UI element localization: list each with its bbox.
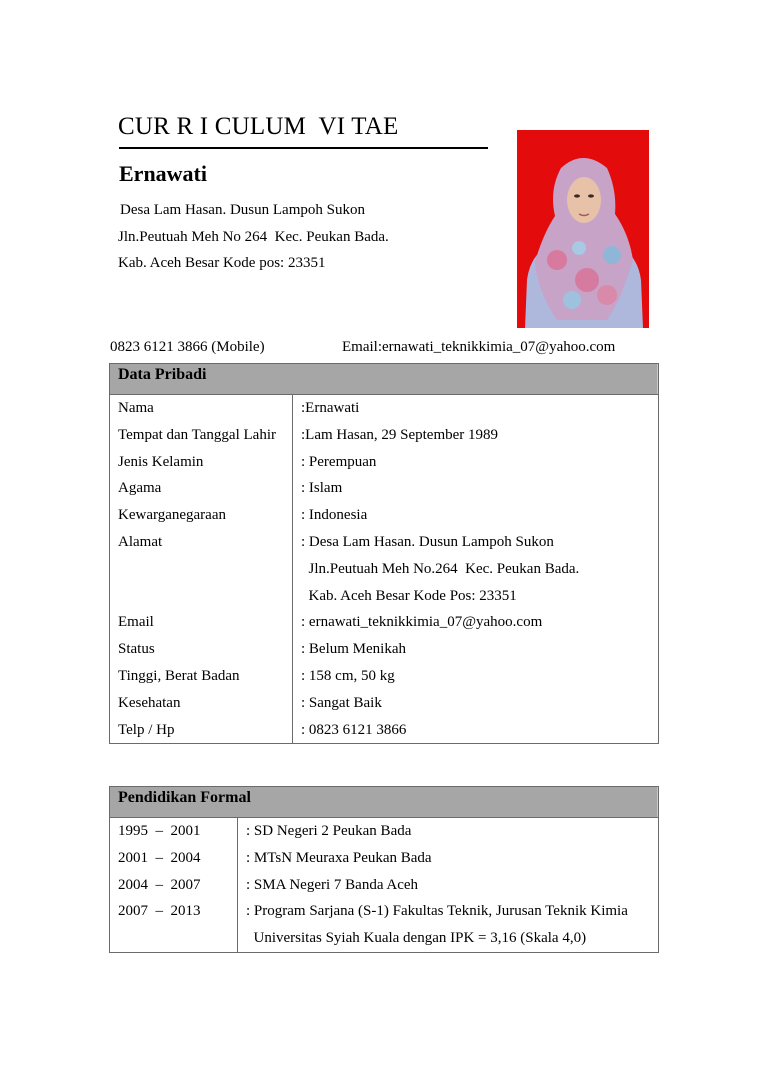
- row-value: : Indonesia: [293, 502, 659, 529]
- row-value: :Lam Hasan, 29 September 1989: [293, 422, 659, 449]
- row-label: [110, 583, 293, 610]
- row-value: : Islam: [293, 475, 659, 502]
- personal-data-heading: Data Pribadi: [110, 364, 659, 395]
- row-label: Jenis Kelamin: [110, 449, 293, 476]
- row-value: : ernawati_teknikkimia_07@yahoo.com: [293, 609, 659, 636]
- row-value: : Sangat Baik: [293, 690, 659, 717]
- row-value: : Belum Menikah: [293, 636, 659, 663]
- table-row: [110, 872, 659, 899]
- table-row: [110, 636, 659, 663]
- title-underline-divider: [119, 147, 488, 149]
- row-label: [110, 556, 293, 583]
- row-value: :Ernawati: [293, 395, 659, 422]
- address-line-2: Jln.Peutuah Meh No 264 Kec. Peukan Bada.: [118, 229, 389, 245]
- portrait-image-icon: [517, 130, 649, 328]
- row-value: : Desa Lam Hasan. Dusun Lampoh Sukon: [293, 529, 659, 556]
- contact-email: Email:ernawati_teknikkimia_07@yahoo.com: [342, 339, 616, 355]
- contact-phone: 0823 6121 3866 (Mobile): [110, 339, 265, 355]
- table-row: [110, 529, 659, 556]
- row-value: : 158 cm, 50 kg: [293, 663, 659, 690]
- formal-education-heading: Pendidikan Formal: [110, 787, 659, 818]
- table-row: [110, 583, 659, 610]
- document-title: CUR R I CULUM VI TAE: [118, 113, 399, 140]
- row-value: : 0823 6121 3866: [293, 717, 659, 744]
- table-row: [110, 818, 659, 845]
- row-label: Tinggi, Berat Badan: [110, 663, 293, 690]
- row-label: Kesehatan: [110, 690, 293, 717]
- table-row: [110, 449, 659, 476]
- table-row: [110, 502, 659, 529]
- portrait-photo: [517, 130, 649, 328]
- education-period: 2007 – 2013: [110, 898, 238, 925]
- row-label: Telp / Hp: [110, 717, 293, 744]
- table-row: [110, 925, 659, 952]
- table-row: [110, 556, 659, 583]
- table-row: [110, 609, 659, 636]
- table-row: [110, 717, 659, 744]
- table-row: [110, 395, 659, 422]
- table-row: [110, 475, 659, 502]
- row-label: Nama: [110, 395, 293, 422]
- personal-data-table: [109, 363, 659, 744]
- education-period: 1995 – 2001: [110, 818, 238, 845]
- education-institution: Universitas Syiah Kuala dengan IPK = 3,16 (Skala 4,0): [238, 925, 659, 952]
- formal-education-table: [109, 786, 659, 953]
- address-line-3: Kab. Aceh Besar Kode pos: 23351: [118, 255, 326, 271]
- candidate-name: Ernawati: [119, 161, 207, 186]
- education-institution: : SMA Negeri 7 Banda Aceh: [238, 872, 659, 899]
- row-label: Kewarganegaraan: [110, 502, 293, 529]
- education-period: 2001 – 2004: [110, 845, 238, 872]
- table-row: [110, 845, 659, 872]
- education-institution: : MTsN Meuraxa Peukan Bada: [238, 845, 659, 872]
- education-institution: : SD Negeri 2 Peukan Bada: [238, 818, 659, 845]
- row-label: Agama: [110, 475, 293, 502]
- education-institution: : Program Sarjana (S-1) Fakultas Teknik, Jurusan Teknik Kimia: [238, 898, 659, 925]
- table-row: [110, 663, 659, 690]
- table-row: [110, 898, 659, 925]
- table-row: [110, 690, 659, 717]
- row-label: Tempat dan Tanggal Lahir: [110, 422, 293, 449]
- education-period: [110, 925, 238, 952]
- row-value: Kab. Aceh Besar Kode Pos: 23351: [293, 583, 659, 610]
- address-line-1: Desa Lam Hasan. Dusun Lampoh Sukon: [120, 202, 365, 218]
- row-label: Alamat: [110, 529, 293, 556]
- table-row: [110, 422, 659, 449]
- row-label: Status: [110, 636, 293, 663]
- row-value: : Perempuan: [293, 449, 659, 476]
- education-period: 2004 – 2007: [110, 872, 238, 899]
- row-label: Email: [110, 609, 293, 636]
- row-value: Jln.Peutuah Meh No.264 Kec. Peukan Bada.: [293, 556, 659, 583]
